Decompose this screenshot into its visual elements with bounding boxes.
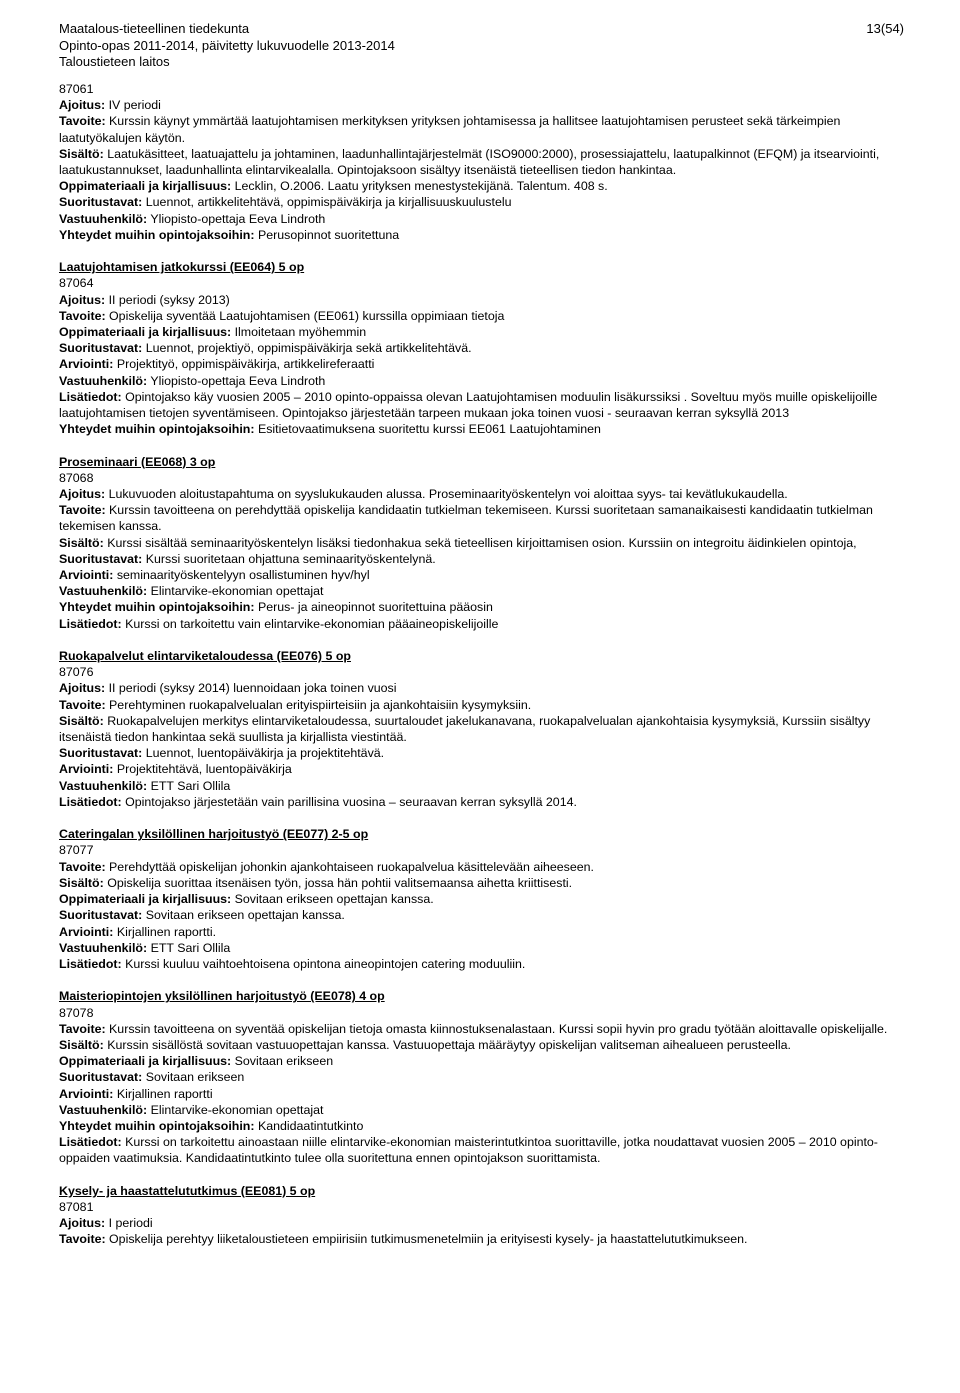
field-text: Kurssin tavoitteena on perehdyttää opiskelija kandidaatin tutkielman tekemiseen. Kurssi suoritetaan samanaikaisesti kandidaatin tutkielman tekemisen kanssa. bbox=[59, 503, 873, 534]
course-field bbox=[59, 1086, 907, 1102]
course-field bbox=[59, 1037, 907, 1053]
course-field bbox=[59, 1215, 907, 1231]
field-label: Sisältö: bbox=[59, 713, 104, 728]
field-label: Tavoite: bbox=[59, 503, 106, 518]
field-label: Oppimateriaali ja kirjallisuus: bbox=[59, 892, 232, 907]
field-label: Arviointi: bbox=[59, 1086, 114, 1101]
course-field bbox=[59, 113, 907, 145]
field-label: Suoritustavat: bbox=[59, 1070, 143, 1085]
course-title: Laatujohtamisen jatkokurssi (EE064) 5 op bbox=[59, 260, 305, 275]
course-field bbox=[59, 97, 907, 113]
course-field bbox=[59, 389, 907, 421]
field-text: Laatukäsitteet, laatuajattelu ja johtaminen, laadunhallintajärjestelmät (ISO9000:2000), prosessiajattelu, laatupalkinnot (EFQM) ja itsearviointi, laatukustannukset, laadunhallinta elintarvikealalla. Opintojaksoon sisältyy itsenäistä tieteellisen tiedon hankintaa. bbox=[59, 146, 880, 178]
course-code: 87076 bbox=[59, 665, 94, 680]
field-label: Suoritustavat: bbox=[59, 908, 143, 923]
course-code: 87068 bbox=[59, 470, 94, 485]
field-text: Kurssi kuuluu vaihtoehtoisena opintona aineopintojen catering moduuliin. bbox=[125, 956, 526, 971]
course-title: Ruokapalvelut elintarviketaloudessa (EE076) 5 op bbox=[59, 649, 351, 664]
field-label: Sisältö: bbox=[59, 146, 104, 161]
field-label: Ajoitus: bbox=[59, 487, 106, 502]
course-section bbox=[59, 259, 907, 437]
field-text: Kurssin käynyt ymmärtää laatujohtamisen merkityksen yrityksen johtamisessa ja hallitsee laatujohtamisen perusteet sekä tärkeimpien laatutyökalujen käytön. bbox=[59, 114, 841, 145]
course-field bbox=[59, 761, 907, 777]
field-text: seminaarityöskentelyyn osallistuminen hyv/hyl bbox=[116, 568, 370, 583]
field-text: Luennot, luentopäiväkirja ja projektitehtävä. bbox=[145, 746, 385, 761]
field-text: Opiskelija suorittaa itsenäisen työn, jossa hän pohtii valitsemaansa aihetta kriittisesti. bbox=[107, 875, 573, 890]
course-field bbox=[59, 697, 907, 713]
field-label: Suoritustavat: bbox=[59, 746, 143, 761]
page-number: 13(54) bbox=[866, 21, 904, 36]
field-label: Lisätiedot: bbox=[59, 616, 122, 631]
course-title: Proseminaari (EE068) 3 op bbox=[59, 454, 216, 469]
course-title: Maisteriopintojen yksilöllinen harjoitustyö (EE078) 4 op bbox=[59, 989, 385, 1004]
field-text: Sovitaan erikseen opettajan kanssa. bbox=[145, 908, 345, 923]
field-text: Kurssin tavoitteena on syventää opiskelijan tietoja omasta kiinnostuksenalastaan. Kurssi sopii hyvin pro gradu työtään aloittavalle opiskelijalle. bbox=[109, 1021, 888, 1036]
course-field bbox=[59, 535, 907, 551]
field-text: Opiskelija perehtyy liiketaloustieteen empiirisiin tutkimusmenetelmiin ja erityisesti kysely- ja haastattelututkimukseen. bbox=[109, 1232, 748, 1247]
field-label: Tavoite: bbox=[59, 308, 106, 323]
course-field bbox=[59, 1021, 907, 1037]
field-label: Yhteydet muihin opintojaksoihin: bbox=[59, 1118, 255, 1133]
course-field bbox=[59, 551, 907, 567]
field-label: Lisätiedot: bbox=[59, 1135, 122, 1150]
field-text: Kirjallinen raportti. bbox=[116, 924, 217, 939]
field-text: Yliopisto-opettaja Eeva Lindroth bbox=[150, 373, 326, 388]
faculty-name: Maatalous-tieteellinen tiedekunta bbox=[59, 21, 250, 36]
field-label: Tavoite: bbox=[59, 1232, 106, 1247]
department-name: Taloustieteen laitos bbox=[59, 54, 170, 69]
course-field bbox=[59, 1134, 907, 1166]
course-field bbox=[59, 875, 907, 891]
field-label: Tavoite: bbox=[59, 697, 106, 712]
field-label: Ajoitus: bbox=[59, 98, 106, 113]
course-field bbox=[59, 956, 907, 972]
course-section bbox=[59, 648, 907, 810]
field-text: Projektitehtävä, luentopäiväkirja bbox=[116, 762, 292, 777]
course-field bbox=[59, 356, 907, 372]
course-field bbox=[59, 340, 907, 356]
field-label: Vastuuhenkilö: bbox=[59, 778, 148, 793]
course-field bbox=[59, 680, 907, 696]
course-field bbox=[59, 794, 907, 810]
field-text: Opintojakso käy vuosien 2005 – 2010 opinto-oppaissa olevan Laatujohtamisen moduulin lisäkurssiksi . Soveltuu myös muille opiskelijoille laatujohtamisen tietojen syventämiseen. Opintojakso järjestetään tarpeen mukaan joka toinen vuosi - seuraavan kerran syksyllä 2013 bbox=[59, 389, 878, 421]
field-label: Yhteydet muihin opintojaksoihin: bbox=[59, 422, 255, 437]
field-text: Kurssi on tarkoitettu vain elintarvike-ekonomian pääaineopiskelijoille bbox=[125, 616, 499, 631]
field-label: Vastuuhenkilö: bbox=[59, 211, 148, 226]
field-text: IV periodi bbox=[108, 98, 161, 113]
field-text: ETT Sari Ollila bbox=[150, 778, 231, 793]
field-label: Yhteydet muihin opintojaksoihin: bbox=[59, 600, 255, 615]
course-title: Cateringalan yksilöllinen harjoitustyö (EE077) 2-5 op bbox=[59, 827, 369, 842]
field-text: II periodi (syksy 2014) luennoidaan joka toinen vuosi bbox=[108, 681, 397, 696]
field-label: Sisältö: bbox=[59, 1037, 104, 1052]
field-label: Lisätiedot: bbox=[59, 794, 122, 809]
course-field bbox=[59, 599, 907, 615]
field-text: Kurssi sisältää seminaarityöskentelyn lisäksi tiedonhakua sekä tieteellisen kirjoittamisen osion. Kurssiin on integroitu äidinkielen opintoja, bbox=[107, 535, 857, 550]
field-label: Arviointi: bbox=[59, 762, 114, 777]
field-text: I periodi bbox=[108, 1216, 153, 1231]
field-label: Ajoitus: bbox=[59, 292, 106, 307]
field-label: Vastuuhenkilö: bbox=[59, 373, 148, 388]
course-field bbox=[59, 211, 907, 227]
field-label: Lisätiedot: bbox=[59, 389, 122, 404]
course-field bbox=[59, 567, 907, 583]
course-field bbox=[59, 1102, 907, 1118]
course-field bbox=[59, 1231, 907, 1247]
course-code: 87077 bbox=[59, 843, 94, 858]
field-text: Perehtyminen ruokapalvelualan erityispiirteisiin ja ajankohtaisiin kysymyksiin. bbox=[109, 697, 532, 712]
field-text: Ilmoitetaan myöhemmin bbox=[234, 325, 367, 340]
course-section bbox=[59, 1183, 907, 1248]
field-text: Luennot, projektiyö, oppimispäiväkirja sekä artikkelitehtävä. bbox=[145, 341, 472, 356]
course-field bbox=[59, 924, 907, 940]
course-code: 87064 bbox=[59, 276, 94, 291]
course-field bbox=[59, 891, 907, 907]
field-label: Sisältö: bbox=[59, 875, 104, 890]
course-field bbox=[59, 194, 907, 210]
field-text: Esitietovaatimuksena suoritettu kurssi EE061 Laatujohtaminen bbox=[257, 422, 601, 437]
field-text: Kandidaatintutkinto bbox=[257, 1118, 364, 1133]
field-text: Sovitaan erikseen bbox=[234, 1054, 334, 1069]
field-text: Kirjallinen raportti bbox=[116, 1086, 213, 1101]
course-code: 87081 bbox=[59, 1199, 94, 1214]
course-field bbox=[59, 778, 907, 794]
course-field bbox=[59, 745, 907, 761]
course-field bbox=[59, 486, 907, 502]
field-label: Lisätiedot: bbox=[59, 956, 122, 971]
field-text: Sovitaan erikseen opettajan kanssa. bbox=[234, 892, 434, 907]
course-field bbox=[59, 1118, 907, 1134]
course-field bbox=[59, 308, 907, 324]
course-field bbox=[59, 713, 907, 745]
course-section bbox=[59, 81, 907, 243]
field-label: Oppimateriaali ja kirjallisuus: bbox=[59, 179, 232, 194]
course-field bbox=[59, 292, 907, 308]
field-label: Tavoite: bbox=[59, 114, 106, 129]
field-label: Oppimateriaali ja kirjallisuus: bbox=[59, 1054, 232, 1069]
course-field bbox=[59, 583, 907, 599]
field-text: Sovitaan erikseen bbox=[145, 1070, 245, 1085]
course-section bbox=[59, 988, 907, 1166]
field-label: Suoritustavat: bbox=[59, 551, 143, 566]
field-label: Tavoite: bbox=[59, 859, 106, 874]
course-field bbox=[59, 227, 907, 243]
field-text: II periodi (syksy 2013) bbox=[108, 292, 230, 307]
course-field bbox=[59, 616, 907, 632]
field-text: Luennot, artikkelitehtävä, oppimispäiväkirja ja kirjallisuuskuulustelu bbox=[145, 195, 512, 210]
course-field bbox=[59, 373, 907, 389]
field-label: Vastuuhenkilö: bbox=[59, 940, 148, 955]
field-text: Elintarvike-ekonomian opettajat bbox=[150, 584, 324, 599]
guide-title: Opinto-opas 2011-2014, päivitetty lukuvuodelle 2013-2014 bbox=[59, 37, 395, 53]
course-field bbox=[59, 324, 907, 340]
field-label: Oppimateriaali ja kirjallisuus: bbox=[59, 325, 232, 340]
field-text: Yliopisto-opettaja Eeva Lindroth bbox=[150, 211, 326, 226]
field-text: Opiskelija syventää Laatujohtamisen (EE061) kurssilla oppimiaan tietoja bbox=[109, 308, 505, 323]
field-label: Vastuuhenkilö: bbox=[59, 1102, 148, 1117]
course-code: 87061 bbox=[59, 82, 94, 96]
field-label: Arviointi: bbox=[59, 568, 114, 583]
field-text: Ruokapalvelujen merkitys elintarviketaloudessa, suurtaloudet jakelukanavana, ruokapalvelualan ajankohtaisia kysymyksiä, Kurssiin sisältyy itsenäistä tiedon hankintaa sekä suullista ja kirjallista viestintää. bbox=[59, 713, 871, 745]
course-field bbox=[59, 178, 907, 194]
course-code: 87078 bbox=[59, 1005, 94, 1020]
field-label: Yhteydet muihin opintojaksoihin: bbox=[59, 227, 255, 242]
field-label: Tavoite: bbox=[59, 1021, 106, 1036]
course-field bbox=[59, 1053, 907, 1069]
course-field bbox=[59, 907, 907, 923]
course-field bbox=[59, 502, 907, 534]
field-text: Perehdyttää opiskelijan johonkin ajankohtaiseen ruokapalvelua käsittelevään aiheeseen. bbox=[109, 859, 594, 874]
field-label: Sisältö: bbox=[59, 535, 104, 550]
course-list bbox=[59, 81, 907, 1264]
field-text: ETT Sari Ollila bbox=[150, 940, 231, 955]
field-text: Lecklin, O.2006. Laatu yrityksen menestystekijänä. Talentum. 408 s. bbox=[234, 179, 608, 194]
field-label: Ajoitus: bbox=[59, 681, 106, 696]
field-label: Suoritustavat: bbox=[59, 195, 143, 210]
page-header bbox=[59, 21, 904, 71]
field-label: Arviointi: bbox=[59, 924, 114, 939]
course-field bbox=[59, 1069, 907, 1085]
course-field bbox=[59, 940, 907, 956]
field-label: Arviointi: bbox=[59, 357, 114, 372]
field-text: Opintojakso järjestetään vain parillisina vuosina – seuraavan kerran syksyllä 2014. bbox=[125, 794, 577, 809]
field-text: Kurssi suoritetaan ohjattuna seminaarityöskentelynä. bbox=[145, 551, 436, 566]
field-text: Perus- ja aineopinnot suoritettuina pääosin bbox=[257, 600, 493, 615]
field-text: Elintarvike-ekonomian opettajat bbox=[150, 1102, 324, 1117]
field-label: Ajoitus: bbox=[59, 1216, 106, 1231]
field-text: Projektityö, oppimispäiväkirja, artikkelireferaatti bbox=[116, 357, 375, 372]
course-field bbox=[59, 421, 907, 437]
field-text: Perusopinnot suoritettuna bbox=[257, 227, 400, 242]
course-field bbox=[59, 146, 907, 178]
field-text: Kurssin sisällöstä sovitaan vastuuopettajan kanssa. Vastuuopettaja määräytyy opiskelijan valitseman aihealueen perusteella. bbox=[107, 1037, 791, 1052]
field-label: Suoritustavat: bbox=[59, 341, 143, 356]
field-label: Vastuuhenkilö: bbox=[59, 584, 148, 599]
field-text: Lukuvuoden aloitustapahtuma on syyslukukauden alussa. Proseminaarityöskentelyn voi aloittaa syys- tai kevätlukukaudella. bbox=[108, 487, 788, 502]
course-section bbox=[59, 826, 907, 972]
course-field bbox=[59, 859, 907, 875]
course-title: Kysely- ja haastattelututkimus (EE081) 5 op bbox=[59, 1183, 316, 1198]
field-text: Kurssi on tarkoitettu ainoastaan niille elintarvike-ekonomian maisterintutkintoa suorittaville, jotka noudattavat vuosien 2005 – 2010 opinto-oppaiden vaatimuksia. Kandidaatintutkinto tulee olla suoritettuna ennen opintojakson suorittamista. bbox=[59, 1135, 878, 1166]
course-section bbox=[59, 454, 907, 632]
